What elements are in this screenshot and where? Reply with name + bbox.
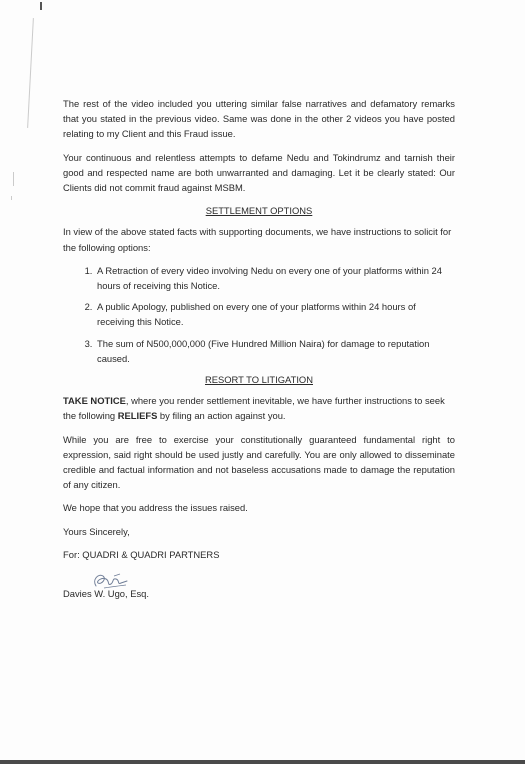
list-item: 2. A public Apology, published on every one of your platforms within 24 hours of receiving this Notice. (95, 299, 455, 329)
scan-bottom-edge (0, 760, 525, 764)
heading-resort-to-litigation: RESORT TO LITIGATION (204, 374, 313, 386)
paragraph-take-notice (63, 393, 455, 423)
paragraph-defamation: Your continuous and relentless attempts to defame Nedu and Tokindrumz and tarnish their good and respected name are both unwarranted and damaging. Let it be clearly stated: Our Clients did not commit fraud against MSBM. (63, 151, 455, 194)
letter-body (63, 96, 455, 570)
heading-settlement-options: SETTLEMENT OPTIONS (205, 205, 313, 217)
paragraph-video-remarks: The rest of the video included you uttering similar false narratives and defamatory remarks that you stated in the previous video. Same was done in the other 2 videos you have posted relating to my Client and this Fraud issue. (63, 98, 455, 140)
list-item: 3. The sum of N500,000,000 (Five Hundred Million Naira) for damage to reputation caused. (95, 336, 455, 366)
firm-name: For: QUADRI & QUADRI PARTNERS (63, 548, 220, 560)
signer-name: Davies W. Ugo, Esq. (63, 588, 149, 599)
paragraph-settlement-intro: In view of the above stated facts with supporting documents, we have instructions to solicit for the following options: (63, 226, 452, 253)
list-item: 1. A Retraction of every video involving Nedu on every one of your platforms within 24 hours of receiving this Notice. (95, 263, 455, 293)
take-notice-text: , where you render settlement inevitable, we have further instructions to seek the following (63, 395, 445, 422)
scan-artifact-line (13, 172, 14, 186)
scan-artifact-line (27, 18, 34, 128)
paragraph-freedom-of-expression: While you are free to exercise your constitutionally guaranteed fundamental right to expression, said right should be used justly and carefully. You are only allowed to disseminate credible and factual information and not baseless accusations made to damage the reputation of any citizen. (63, 433, 455, 491)
settlement-options-list (63, 263, 455, 366)
scan-artifact-mark (40, 2, 42, 10)
closing-salutation: Yours Sincerely, (63, 525, 130, 537)
take-notice-end: by filing an action against you. (157, 410, 286, 422)
paragraph-hope: We hope that you address the issues raised. (63, 502, 248, 514)
scan-artifact-line (11, 196, 12, 200)
take-notice-label: TAKE NOTICE (63, 395, 126, 407)
reliefs-label: RELIEFS (117, 410, 158, 422)
